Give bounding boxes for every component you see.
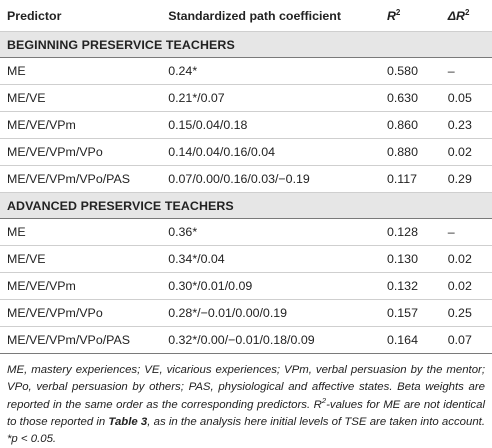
cell-r-squared: 0.164 [380, 327, 441, 354]
group-label: BEGINNING PRESERVICE TEACHERS [0, 32, 492, 58]
table-row [0, 166, 492, 193]
header-delta-r-squared-base: ΔR [447, 8, 465, 23]
cell-coefficient: 0.14/0.04/0.16/0.04 [161, 139, 380, 166]
table-row [0, 58, 492, 85]
table-row [0, 300, 492, 327]
cell-delta-r-squared: 0.02 [441, 273, 492, 300]
table-row [0, 219, 492, 246]
cell-predictor: ME/VE/VPm/VPo/PAS [0, 327, 161, 354]
cell-delta-r-squared: 0.02 [441, 139, 492, 166]
header-coefficient: Standardized path coefficient [161, 0, 380, 32]
table-row [0, 85, 492, 112]
cell-predictor: ME/VE/VPm/VPo [0, 139, 161, 166]
cell-predictor: ME/VE/VPm [0, 112, 161, 139]
cell-delta-r-squared: 0.05 [441, 85, 492, 112]
cell-r-squared: 0.130 [380, 246, 441, 273]
table-row [0, 139, 492, 166]
group-header-beginning [0, 32, 492, 58]
table-row [0, 273, 492, 300]
header-r-squared-base: R [386, 8, 396, 23]
cell-r-squared: 0.132 [380, 273, 441, 300]
cell-r-squared: 0.580 [380, 58, 441, 85]
footnote-sup: 2 [321, 395, 327, 405]
cell-r-squared: 0.117 [380, 166, 441, 193]
cell-coefficient: 0.07/0.00/0.16/0.03/−0.19 [161, 166, 380, 193]
footnote-part3: , as in the analysis here initial levels of TSE are taken into account. *p < 0.05. [7, 415, 485, 446]
table-row [0, 112, 492, 139]
cell-coefficient: 0.15/0.04/0.18 [161, 112, 380, 139]
footnote-part2: -values for ME are not identical to those reported in [7, 398, 485, 428]
group-header-advanced [0, 193, 492, 219]
header-r-squared-sup: 2 [395, 7, 401, 17]
cell-predictor: ME [0, 219, 161, 246]
cell-r-squared: 0.860 [380, 112, 441, 139]
cell-delta-r-squared: 0.23 [441, 112, 492, 139]
cell-delta-r-squared: 0.07 [441, 327, 492, 354]
cell-coefficient: 0.24* [161, 58, 380, 85]
header-r-squared [380, 0, 441, 32]
table-3-link[interactable]: Table 3 [108, 415, 148, 428]
footnote-part1: ME, mastery experiences; VE, vicarious experiences; VPm, verbal persuasion by the mentor; VPo, verbal persuasion by others; PAS, physiological and affective states. Beta weights are reported in the same order as the corresponding predictors. R [7, 364, 485, 411]
cell-coefficient: 0.30*/0.01/0.09 [161, 273, 380, 300]
header-row [0, 0, 492, 32]
cell-delta-r-squared: 0.25 [441, 300, 492, 327]
cell-coefficient: 0.36* [161, 219, 380, 246]
cell-predictor: ME/VE/VPm/VPo/PAS [0, 166, 161, 193]
header-predictor: Predictor [0, 0, 161, 32]
header-delta-r-squared-sup: 2 [465, 7, 470, 17]
cell-delta-r-squared: – [441, 219, 492, 246]
cell-coefficient: 0.28*/−0.01/0.00/0.19 [161, 300, 380, 327]
cell-r-squared: 0.157 [380, 300, 441, 327]
cell-r-squared: 0.128 [380, 219, 441, 246]
cell-r-squared: 0.880 [380, 139, 441, 166]
cell-predictor: ME/VE [0, 246, 161, 273]
header-delta-r-squared [441, 0, 492, 32]
cell-predictor: ME/VE [0, 85, 161, 112]
cell-predictor: ME [0, 58, 161, 85]
table-row [0, 246, 492, 273]
group-label: ADVANCED PRESERVICE TEACHERS [0, 193, 492, 219]
cell-delta-r-squared: 0.02 [441, 246, 492, 273]
table-footnote [0, 354, 492, 448]
cell-delta-r-squared: – [441, 58, 492, 85]
cell-r-squared: 0.630 [380, 85, 441, 112]
cell-coefficient: 0.32*/0.00/−0.01/0.18/0.09 [161, 327, 380, 354]
cell-predictor: ME/VE/VPm [0, 273, 161, 300]
table-row [0, 327, 492, 354]
cell-coefficient: 0.34*/0.04 [161, 246, 380, 273]
cell-coefficient: 0.21*/0.07 [161, 85, 380, 112]
cell-predictor: ME/VE/VPm/VPo [0, 300, 161, 327]
cell-delta-r-squared: 0.29 [441, 166, 492, 193]
